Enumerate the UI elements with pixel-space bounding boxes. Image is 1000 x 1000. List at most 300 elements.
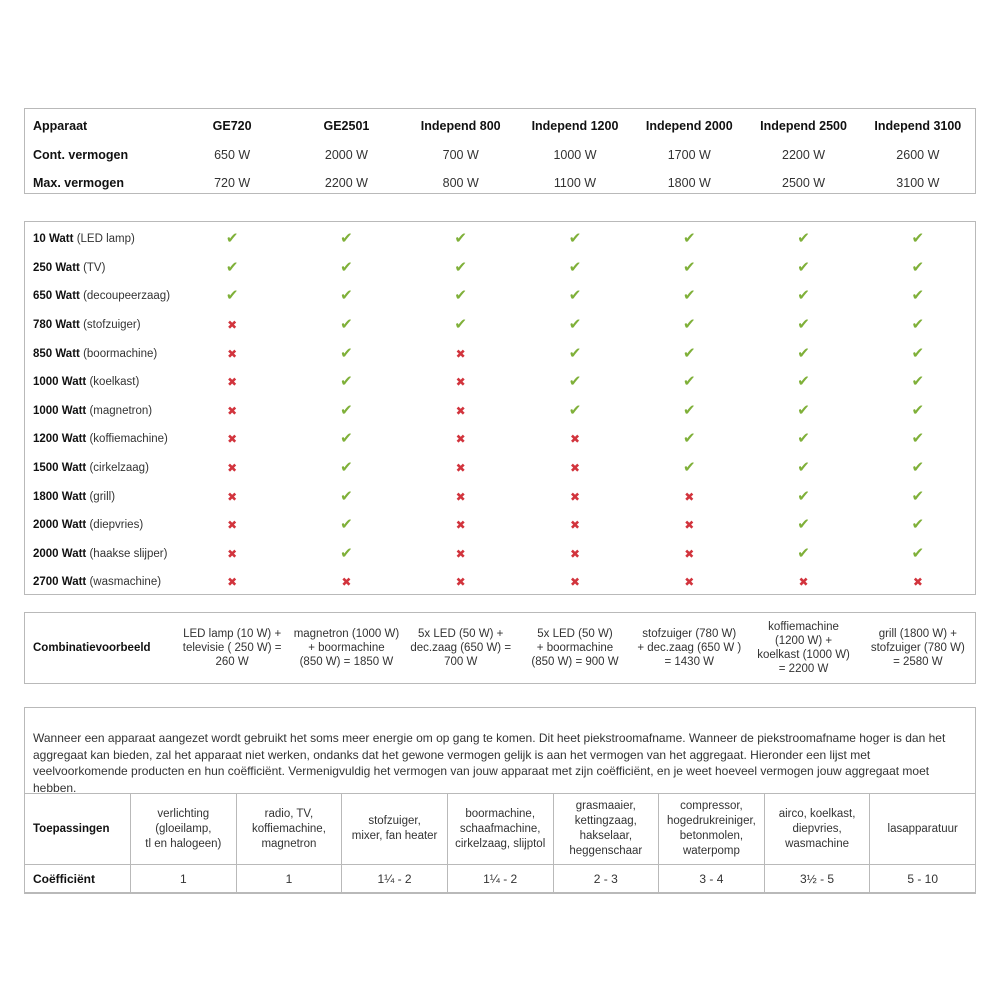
matrix-row bbox=[25, 254, 975, 283]
matrix-cell bbox=[175, 540, 289, 569]
matrix-cell bbox=[746, 482, 860, 511]
application-line: radio, TV, bbox=[264, 807, 314, 820]
application-line: betonmolen, bbox=[679, 830, 744, 842]
check-icon: ✔ bbox=[340, 459, 353, 477]
combination-line: = 2200 W bbox=[778, 663, 829, 675]
matrix-row bbox=[25, 511, 975, 540]
combination-cell bbox=[289, 613, 403, 683]
cross-icon: ✖ bbox=[798, 575, 809, 590]
appliance-wattage: 1200 Watt bbox=[33, 433, 87, 446]
combination-line: televisie ( 250 W) = bbox=[182, 642, 282, 654]
matrix-cell bbox=[861, 339, 975, 368]
combination-line: (850 W) = 1850 W bbox=[299, 656, 394, 668]
combination-line: = 2580 W bbox=[893, 656, 943, 668]
matrix-cell bbox=[861, 225, 975, 254]
appliance-wattage: 1500 Watt bbox=[33, 462, 87, 475]
matrix-cell bbox=[632, 511, 746, 540]
matrix-cell bbox=[861, 454, 975, 483]
cross-icon: ✖ bbox=[227, 318, 238, 333]
matrix-cell bbox=[289, 482, 403, 511]
cross-icon: ✖ bbox=[684, 575, 695, 590]
model-independ-2500: Independ 2500 bbox=[760, 119, 847, 134]
coefficient-row bbox=[25, 865, 976, 894]
application-cell bbox=[553, 794, 659, 865]
matrix-cell bbox=[289, 311, 403, 340]
matrix-cell bbox=[289, 368, 403, 397]
check-icon: ✔ bbox=[682, 230, 696, 248]
matrix-cell bbox=[746, 454, 860, 483]
appliance-label bbox=[25, 225, 175, 254]
check-icon: ✔ bbox=[911, 258, 925, 276]
matrix-row bbox=[25, 397, 975, 426]
matrix-cell bbox=[175, 282, 289, 311]
appliance-label bbox=[25, 511, 175, 540]
combination-example-table bbox=[24, 612, 976, 684]
combination-cell bbox=[632, 613, 746, 683]
check-icon: ✔ bbox=[797, 258, 810, 276]
cross-icon: ✖ bbox=[227, 461, 238, 476]
combination-cell bbox=[404, 613, 518, 683]
matrix-cell bbox=[518, 397, 632, 426]
matrix-cell bbox=[861, 568, 975, 597]
application-line: waterpomp bbox=[682, 845, 740, 857]
applications-row bbox=[25, 794, 976, 865]
matrix-row bbox=[25, 454, 975, 483]
matrix-cell bbox=[746, 339, 860, 368]
matrix-cell bbox=[404, 540, 518, 569]
check-icon: ✔ bbox=[340, 258, 353, 276]
appliance-label bbox=[25, 339, 175, 368]
application-cell bbox=[447, 794, 553, 865]
matrix-cell bbox=[175, 254, 289, 283]
check-icon: ✔ bbox=[911, 373, 925, 391]
cross-icon: ✖ bbox=[227, 403, 238, 418]
combination-line: (1200 W) + bbox=[774, 635, 833, 647]
specs-header-label: Apparaat bbox=[33, 119, 88, 134]
matrix-cell bbox=[632, 454, 746, 483]
check-icon: ✔ bbox=[911, 230, 925, 248]
max-power-label: Max. vermogen bbox=[33, 176, 125, 191]
cross-icon: ✖ bbox=[455, 432, 466, 447]
matrix-cell bbox=[289, 254, 403, 283]
appliance-wattage: 1800 Watt bbox=[33, 490, 87, 503]
model-independ-2000: Independ 2000 bbox=[645, 119, 733, 134]
application-cell bbox=[342, 794, 448, 865]
coefficient-value: 2 - 3 bbox=[553, 865, 659, 894]
combination-line: 260 W bbox=[215, 656, 249, 668]
check-icon: ✔ bbox=[568, 287, 582, 305]
cross-icon: ✖ bbox=[569, 518, 581, 533]
matrix-row bbox=[25, 568, 975, 597]
matrix-cell bbox=[289, 282, 403, 311]
appliance-wattage: 1000 Watt bbox=[33, 376, 87, 389]
cross-icon: ✖ bbox=[227, 375, 238, 390]
matrix-row bbox=[25, 368, 975, 397]
check-icon: ✔ bbox=[911, 316, 925, 334]
matrix-cell bbox=[518, 311, 632, 340]
cross-icon: ✖ bbox=[569, 461, 581, 476]
matrix-cell bbox=[175, 311, 289, 340]
model-independ-800: Independ 800 bbox=[420, 119, 501, 134]
matrix-cell bbox=[746, 397, 860, 426]
matrix-cell bbox=[289, 511, 403, 540]
cont-power-value: 2200 W bbox=[782, 147, 826, 162]
matrix-cell bbox=[632, 254, 746, 283]
cross-icon: ✖ bbox=[684, 518, 695, 533]
combination-line: stofzuiger (780 W) bbox=[870, 642, 965, 654]
matrix-cell bbox=[632, 540, 746, 569]
appliance-name: (cirkelzaag) bbox=[89, 462, 149, 475]
check-icon: ✔ bbox=[682, 258, 696, 276]
application-line: magnetron bbox=[261, 837, 317, 850]
appliance-name: (stofzuiger) bbox=[83, 319, 141, 332]
coefficient-value: 1¼ - 2 bbox=[447, 865, 553, 894]
appliance-wattage: 2000 Watt bbox=[33, 547, 87, 560]
cont-power-value: 1700 W bbox=[667, 147, 711, 162]
matrix-cell bbox=[404, 397, 518, 426]
check-icon: ✔ bbox=[454, 287, 467, 305]
matrix-cell bbox=[518, 568, 632, 597]
appliance-label bbox=[25, 311, 175, 340]
max-power-value: 3100 W bbox=[896, 176, 940, 191]
appliance-wattage: 250 Watt bbox=[33, 261, 80, 274]
matrix-cell bbox=[632, 311, 746, 340]
cross-icon: ✖ bbox=[227, 432, 238, 447]
matrix-cell bbox=[518, 425, 632, 454]
matrix-cell bbox=[518, 511, 632, 540]
matrix-cell bbox=[518, 482, 632, 511]
cross-icon: ✖ bbox=[684, 546, 695, 561]
cont-power-value: 2000 W bbox=[324, 147, 368, 162]
appliance-label bbox=[25, 454, 175, 483]
application-cell bbox=[236, 794, 342, 865]
check-icon: ✔ bbox=[225, 258, 239, 276]
max-power-value: 1800 W bbox=[667, 176, 711, 191]
application-line: (gloeilamp, bbox=[155, 822, 212, 835]
cross-icon: ✖ bbox=[912, 575, 923, 590]
check-icon: ✔ bbox=[797, 516, 810, 534]
max-power-row bbox=[25, 169, 975, 198]
appliance-name: (LED lamp) bbox=[76, 233, 135, 246]
coefficient-intro-text: Wanneer een apparaat aangezet wordt gebruikt het soms meer energie om op gang te komen. Dit heet piekstroomafname. Wanneer de piekstroomafname hoger is dan het aggregaat kan bieden, zal het apparaat niet werken, ondanks dat het gewone vermogen gelijk is aan het vermogen van het aggregaat. Hieronder een lijst met veelvoorkomende producten en hun coëfficiënt. Vermenigvuldig het vermogen van jouw apparaat met zijn coëfficiënt, en je weet hoeveel vermogen jouw aggregaat moet hebben. bbox=[33, 731, 946, 795]
check-icon: ✔ bbox=[568, 344, 582, 362]
cross-icon: ✖ bbox=[227, 518, 238, 533]
matrix-cell bbox=[861, 282, 975, 311]
check-icon: ✔ bbox=[340, 430, 353, 448]
matrix-cell bbox=[746, 368, 860, 397]
appliance-name: (TV) bbox=[83, 261, 106, 274]
coefficient-value: 3½ - 5 bbox=[764, 865, 870, 894]
application-line: heggenschaar bbox=[569, 845, 643, 857]
check-icon: ✔ bbox=[340, 344, 353, 362]
matrix-cell bbox=[404, 225, 518, 254]
matrix-cell bbox=[632, 282, 746, 311]
combination-line: = 1430 W bbox=[664, 656, 715, 668]
matrix-cell bbox=[861, 425, 975, 454]
appliance-label bbox=[25, 254, 175, 283]
coefficient-value: 1¼ - 2 bbox=[342, 865, 448, 894]
check-icon: ✔ bbox=[340, 544, 353, 562]
coefficient-value: 1 bbox=[131, 865, 237, 894]
check-icon: ✔ bbox=[225, 230, 239, 248]
matrix-cell bbox=[518, 339, 632, 368]
matrix-row bbox=[25, 225, 975, 254]
check-icon: ✔ bbox=[797, 344, 810, 362]
combination-cell bbox=[175, 613, 289, 683]
check-icon: ✔ bbox=[797, 430, 810, 448]
matrix-cell bbox=[404, 568, 518, 597]
application-line: compressor, bbox=[680, 800, 743, 812]
matrix-cell bbox=[404, 425, 518, 454]
coefficient-value: 5 - 10 bbox=[870, 865, 976, 894]
application-line: lasapparatuur bbox=[887, 822, 958, 835]
combination-line: koelkast (1000 W) bbox=[757, 649, 850, 661]
check-icon: ✔ bbox=[911, 487, 925, 505]
check-icon: ✔ bbox=[682, 316, 696, 334]
matrix-cell bbox=[632, 368, 746, 397]
combination-line: + boormachine bbox=[536, 642, 614, 654]
cross-icon: ✖ bbox=[227, 489, 238, 504]
appliance-name: (boormachine) bbox=[83, 347, 158, 360]
combination-line: + dec.zaag (650 W ) bbox=[637, 642, 742, 654]
cross-icon: ✖ bbox=[455, 375, 466, 390]
combination-line: magnetron (1000 W) bbox=[293, 628, 400, 640]
cross-icon: ✖ bbox=[569, 432, 581, 447]
check-icon: ✔ bbox=[454, 316, 467, 334]
matrix-cell bbox=[518, 454, 632, 483]
matrix-cell bbox=[289, 225, 403, 254]
check-icon: ✔ bbox=[911, 344, 925, 362]
appliance-name: (wasmachine) bbox=[89, 576, 162, 589]
check-icon: ✔ bbox=[911, 401, 925, 419]
appliance-wattage: 850 Watt bbox=[33, 347, 80, 360]
check-icon: ✔ bbox=[797, 487, 810, 505]
matrix-cell bbox=[404, 368, 518, 397]
cont-power-value: 700 W bbox=[442, 147, 479, 162]
check-icon: ✔ bbox=[340, 401, 353, 419]
application-line: boormachine, bbox=[465, 807, 536, 820]
matrix-cell bbox=[175, 368, 289, 397]
matrix-cell bbox=[861, 540, 975, 569]
combination-line: stofzuiger (780 W) bbox=[642, 628, 737, 640]
application-line: airco, koelkast, bbox=[778, 807, 856, 820]
matrix-cell bbox=[861, 254, 975, 283]
matrix-cell bbox=[404, 454, 518, 483]
check-icon: ✔ bbox=[797, 459, 810, 477]
max-power-value: 1100 W bbox=[553, 176, 597, 191]
appliance-name: (koffiemachine) bbox=[89, 433, 168, 446]
specs-header-row bbox=[25, 112, 975, 141]
matrix-cell bbox=[175, 568, 289, 597]
combination-line: grill (1800 W) + bbox=[878, 628, 957, 640]
matrix-cell bbox=[746, 568, 860, 597]
combination-line: 5x LED (50 W) + bbox=[418, 628, 504, 640]
matrix-cell bbox=[632, 425, 746, 454]
matrix-cell bbox=[289, 454, 403, 483]
matrix-cell bbox=[518, 225, 632, 254]
cross-icon: ✖ bbox=[455, 403, 466, 418]
cont-power-row bbox=[25, 141, 975, 170]
max-power-value: 2500 W bbox=[782, 176, 826, 191]
application-line: hogedrukreiniger, bbox=[667, 815, 756, 827]
cross-icon: ✖ bbox=[455, 489, 466, 504]
application-cell bbox=[764, 794, 870, 865]
cross-icon: ✖ bbox=[455, 346, 466, 361]
appliance-label bbox=[25, 482, 175, 511]
matrix-cell bbox=[632, 339, 746, 368]
model-ge720: GE720 bbox=[212, 119, 252, 134]
cross-icon: ✖ bbox=[341, 575, 352, 590]
matrix-cell bbox=[175, 425, 289, 454]
check-icon: ✔ bbox=[682, 287, 696, 305]
combination-line: koffiemachine bbox=[768, 621, 839, 633]
check-icon: ✔ bbox=[797, 287, 810, 305]
appliance-name: (decoupeerzaag) bbox=[83, 290, 171, 303]
check-icon: ✔ bbox=[911, 287, 925, 305]
combination-label: Combinatievoorbeeld bbox=[33, 642, 151, 654]
combination-line: (850 W) = 900 W bbox=[531, 656, 619, 668]
appliance-name: (haakse slijper) bbox=[89, 547, 168, 560]
matrix-cell bbox=[861, 511, 975, 540]
check-icon: ✔ bbox=[911, 459, 925, 477]
matrix-cell bbox=[289, 425, 403, 454]
specs-table bbox=[24, 108, 976, 194]
cont-power-label: Cont. vermogen bbox=[33, 147, 129, 162]
check-icon: ✔ bbox=[225, 287, 239, 305]
cross-icon: ✖ bbox=[455, 546, 466, 561]
matrix-cell bbox=[632, 225, 746, 254]
check-icon: ✔ bbox=[568, 401, 582, 419]
check-icon: ✔ bbox=[682, 373, 696, 391]
check-icon: ✔ bbox=[911, 544, 925, 562]
cross-icon: ✖ bbox=[569, 546, 581, 561]
check-icon: ✔ bbox=[911, 430, 925, 448]
application-line: cirkelzaag, slijptol bbox=[455, 837, 546, 850]
matrix-cell bbox=[746, 225, 860, 254]
applications-label: Toepassingen bbox=[25, 794, 131, 865]
appliance-name: (magnetron) bbox=[89, 404, 153, 417]
max-power-value: 800 W bbox=[442, 176, 479, 191]
combination-line: dec.zaag (650 W) = bbox=[410, 642, 512, 654]
appliance-wattage: 10 Watt bbox=[33, 233, 74, 246]
cont-power-value: 650 W bbox=[214, 147, 251, 162]
check-icon: ✔ bbox=[682, 430, 696, 448]
matrix-cell bbox=[632, 482, 746, 511]
check-icon: ✔ bbox=[682, 459, 696, 477]
model-ge2501: GE2501 bbox=[323, 119, 370, 134]
cross-icon: ✖ bbox=[684, 489, 695, 504]
coefficient-value: 1 bbox=[236, 865, 342, 894]
matrix-cell bbox=[404, 339, 518, 368]
appliance-label bbox=[25, 568, 175, 597]
appliance-name: (koelkast) bbox=[89, 376, 140, 389]
matrix-cell bbox=[746, 511, 860, 540]
check-icon: ✔ bbox=[340, 230, 353, 248]
matrix-cell bbox=[518, 254, 632, 283]
matrix-row bbox=[25, 482, 975, 511]
check-icon: ✔ bbox=[682, 344, 696, 362]
matrix-cell bbox=[861, 311, 975, 340]
matrix-cell bbox=[175, 482, 289, 511]
compatibility-matrix bbox=[24, 221, 976, 595]
matrix-cell bbox=[404, 511, 518, 540]
matrix-cell bbox=[289, 540, 403, 569]
matrix-cell bbox=[746, 254, 860, 283]
check-icon: ✔ bbox=[911, 516, 925, 534]
check-icon: ✔ bbox=[568, 373, 582, 391]
check-icon: ✔ bbox=[797, 373, 810, 391]
cross-icon: ✖ bbox=[569, 575, 581, 590]
check-icon: ✔ bbox=[454, 230, 467, 248]
matrix-cell bbox=[404, 482, 518, 511]
application-line: hakselaar, bbox=[579, 830, 633, 842]
application-line: tl en halogeen) bbox=[145, 837, 222, 850]
appliance-label bbox=[25, 282, 175, 311]
matrix-row bbox=[25, 339, 975, 368]
check-icon: ✔ bbox=[797, 230, 810, 248]
model-independ-1200: Independ 1200 bbox=[531, 119, 619, 134]
coefficient-section bbox=[24, 707, 976, 893]
check-icon: ✔ bbox=[568, 316, 582, 334]
cross-icon: ✖ bbox=[455, 575, 466, 590]
combination-line: + boormachine bbox=[308, 642, 385, 654]
matrix-cell bbox=[175, 339, 289, 368]
combination-line: 5x LED (50 W) bbox=[537, 628, 613, 640]
cross-icon: ✖ bbox=[455, 461, 466, 476]
matrix-cell bbox=[289, 339, 403, 368]
combination-cell bbox=[518, 613, 632, 683]
cont-power-value: 1000 W bbox=[553, 147, 597, 162]
application-cell bbox=[659, 794, 765, 865]
cross-icon: ✖ bbox=[227, 575, 238, 590]
combination-cell bbox=[861, 613, 975, 683]
matrix-row bbox=[25, 311, 975, 340]
matrix-cell bbox=[861, 482, 975, 511]
application-line: grasmaaier, bbox=[575, 800, 636, 812]
matrix-cell bbox=[861, 368, 975, 397]
matrix-cell bbox=[518, 540, 632, 569]
matrix-cell bbox=[518, 282, 632, 311]
cross-icon: ✖ bbox=[227, 546, 238, 561]
appliance-wattage: 780 Watt bbox=[33, 319, 80, 332]
coefficient-label: Coëfficiënt bbox=[25, 865, 131, 894]
application-line: diepvries, bbox=[792, 822, 842, 835]
appliance-wattage: 1000 Watt bbox=[33, 404, 87, 417]
matrix-cell bbox=[632, 397, 746, 426]
appliance-wattage: 2000 Watt bbox=[33, 519, 87, 532]
application-line: mixer, fan heater bbox=[351, 830, 438, 842]
check-icon: ✔ bbox=[797, 544, 810, 562]
appliance-label bbox=[25, 397, 175, 426]
matrix-cell bbox=[404, 254, 518, 283]
combination-cell bbox=[746, 613, 860, 683]
check-icon: ✔ bbox=[682, 401, 696, 419]
application-cell bbox=[131, 794, 237, 865]
application-line: schaafmachine, bbox=[459, 822, 541, 835]
check-icon: ✔ bbox=[340, 516, 353, 534]
coefficient-value: 3 - 4 bbox=[659, 865, 765, 894]
appliance-wattage: 2700 Watt bbox=[33, 576, 87, 589]
matrix-row bbox=[25, 282, 975, 311]
matrix-cell bbox=[175, 225, 289, 254]
check-icon: ✔ bbox=[797, 316, 810, 334]
check-icon: ✔ bbox=[454, 258, 467, 276]
application-line: stofzuiger, bbox=[368, 815, 421, 827]
application-line: kettingzaag, bbox=[574, 815, 637, 827]
matrix-cell bbox=[289, 397, 403, 426]
application-cell bbox=[870, 794, 976, 865]
matrix-cell bbox=[175, 511, 289, 540]
